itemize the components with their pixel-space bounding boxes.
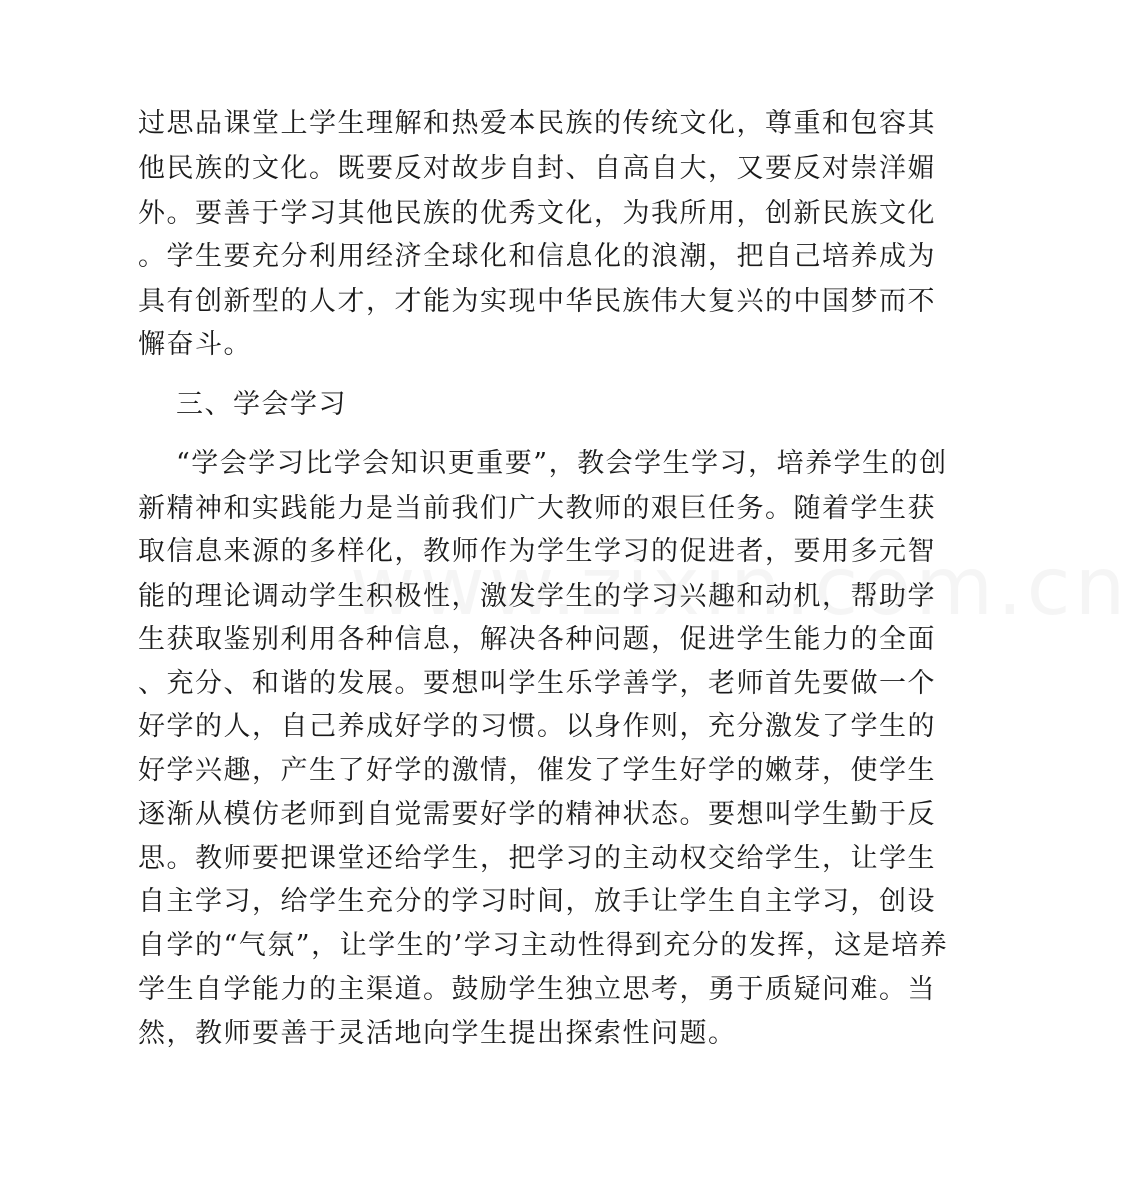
paragraph2-line-6: 、充分、和谐的发展。要想叫学生乐学善学，老师首先要做一个: [138, 668, 936, 699]
paragraph1-line-5: 具有创新型的人才，才能为实现中华民族伟大复兴的中国梦而不: [138, 286, 936, 317]
paragraph2-line-4: 能的理论调动学生积极性，激发学生的学习兴趣和动机，帮助学: [138, 581, 936, 612]
paragraph1-line-6: 懈奋斗。: [138, 329, 252, 360]
paragraph1-line-3: 外。要善于学习其他民族的优秀文化，为我所用，创新民族文化: [138, 198, 936, 229]
paragraph2-line-8: 好学兴趣，产生了好学的激情，催发了学生好学的嫩芽，使学生: [138, 755, 936, 786]
paragraph2-line-2: 新精神和实践能力是当前我们广大教师的艰巨任务。随着学生获: [138, 493, 936, 524]
paragraph1-line-4: 。学生要充分利用经济全球化和信息化的浪潮，把自己培养成为: [138, 241, 936, 272]
paragraph2-line-3: 取信息来源的多样化，教师作为学生学习的促进者，要用多元智: [138, 536, 936, 567]
paragraph2-line-1: “学会学习比学会知识更重要”，教会学生学习，培养学生的创: [176, 448, 948, 479]
paragraph2-line-11: 自主学习，给学生充分的学习时间，放手让学生自主学习，创设: [138, 886, 936, 917]
paragraph2-line-13: 学生自学能力的主渠道。鼓励学生独立思考，勇于质疑问难。当: [138, 974, 936, 1005]
section-heading: 三、学会学习: [176, 389, 347, 420]
paragraph2-line-12: 自学的“气氛”，让学生的’学习主动性得到充分的发挥，这是培养: [138, 930, 949, 961]
paragraph2-line-7: 好学的人，自己养成好学的习惯。以身作则，充分激发了学生的: [138, 711, 936, 742]
paragraph2-line-9: 逐渐从模仿老师到自觉需要好学的精神状态。要想叫学生勤于反: [138, 799, 936, 830]
paragraph1-line-1: 过思品课堂上学生理解和热爱本民族的传统文化，尊重和包容其: [138, 108, 936, 139]
paragraph2-line-14: 然，教师要善于灵活地向学生提出探索性问题。: [138, 1018, 737, 1049]
paragraph2-line-10: 思。教师要把课堂还给学生，把学习的主动权交给学生，让学生: [138, 843, 936, 874]
paragraph1-line-2: 他民族的文化。既要反对故步自封、自高自大，又要反对崇洋媚: [138, 153, 936, 184]
paragraph2-line-5: 生获取鉴别利用各种信息，解决各种问题，促进学生能力的全面: [138, 624, 936, 655]
